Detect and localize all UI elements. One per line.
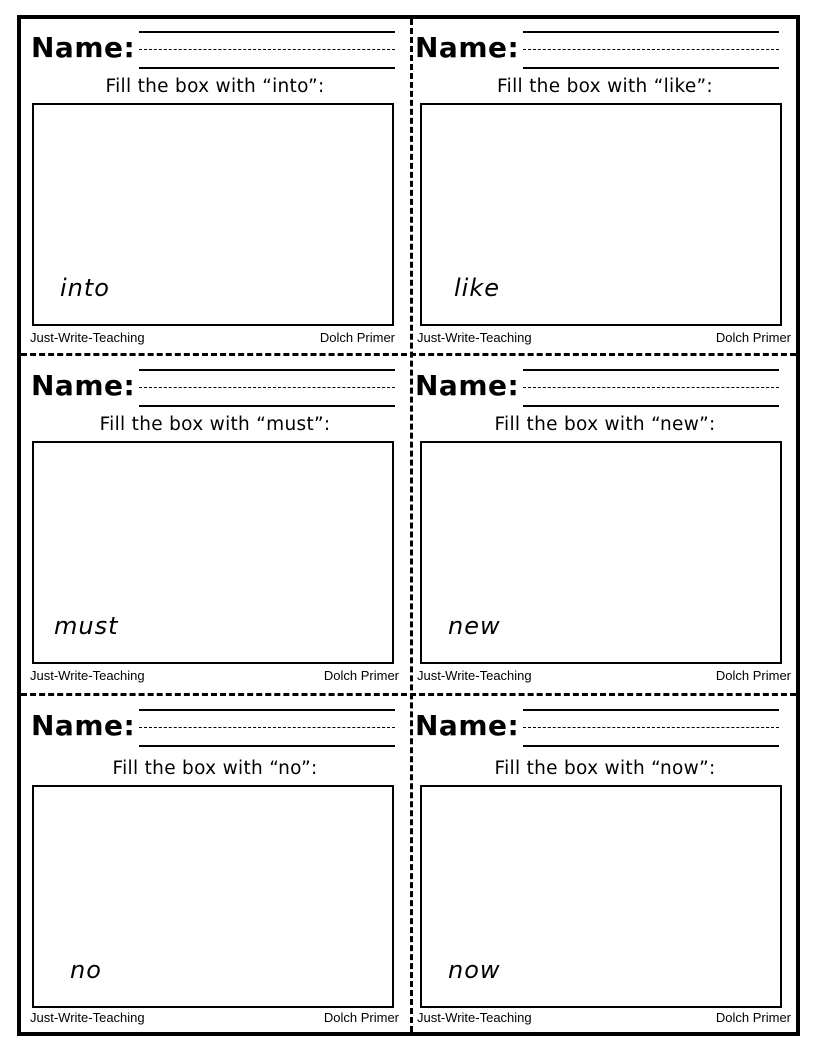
target-word: no [278, 758, 302, 779]
footer-brand: Just-Write-Teaching [30, 1010, 145, 1025]
footer-level: Dolch Primer [715, 330, 791, 345]
target-word: now [660, 758, 700, 779]
footer-brand: Just-Write-Teaching [417, 330, 532, 345]
name-writing-lines[interactable] [523, 707, 779, 747]
sample-word: like [454, 274, 500, 302]
target-word: new [660, 414, 700, 435]
name-label: Name: [31, 369, 136, 402]
name-writing-lines[interactable] [523, 367, 779, 407]
target-word: into [272, 76, 309, 97]
fill-prompt: Fill the box with “no”: [112, 758, 318, 779]
name-writing-lines[interactable] [139, 707, 395, 747]
name-writing-lines[interactable] [139, 29, 395, 69]
footer-brand: Just-Write-Teaching [417, 1010, 532, 1025]
writing-box[interactable] [32, 785, 394, 1008]
name-writing-lines[interactable] [523, 29, 779, 69]
name-label: Name: [31, 709, 136, 742]
sample-word: now [448, 956, 501, 984]
writing-box[interactable] [420, 785, 782, 1008]
footer-brand: Just-Write-Teaching [30, 330, 145, 345]
sample-word: into [60, 274, 110, 302]
card-into [21, 19, 409, 357]
sample-word: new [448, 612, 501, 640]
footer-level: Dolch Primer [715, 1010, 791, 1025]
target-word: must [266, 414, 314, 435]
footer-level: Dolch Primer [319, 330, 395, 345]
fill-prompt: Fill the box with “now”: [494, 758, 716, 779]
fill-prompt: Fill the box with “new”: [494, 414, 716, 435]
writing-box[interactable] [32, 103, 394, 326]
footer-brand: Just-Write-Teaching [417, 668, 532, 683]
card-now [411, 697, 799, 1035]
footer-level: Dolch Primer [715, 668, 791, 683]
writing-box[interactable] [420, 441, 782, 664]
fill-prompt: Fill the box with “must”: [99, 414, 331, 435]
footer-level: Dolch Primer [323, 668, 399, 683]
name-label: Name: [415, 31, 520, 64]
fill-prompt: Fill the box with “into”: [105, 76, 325, 97]
sample-word: no [70, 956, 102, 984]
target-word: like [663, 76, 697, 97]
card-like [411, 19, 799, 357]
card-must [21, 357, 409, 695]
sample-word: must [54, 612, 119, 640]
name-label: Name: [415, 709, 520, 742]
name-writing-lines[interactable] [139, 367, 395, 407]
writing-box[interactable] [420, 103, 782, 326]
card-new [411, 357, 799, 695]
name-label: Name: [415, 369, 520, 402]
name-label: Name: [31, 31, 136, 64]
card-no [21, 697, 409, 1035]
writing-box[interactable] [32, 441, 394, 664]
footer-level: Dolch Primer [323, 1010, 399, 1025]
footer-brand: Just-Write-Teaching [30, 668, 145, 683]
worksheet-page [17, 15, 800, 1036]
fill-prompt: Fill the box with “like”: [497, 76, 713, 97]
